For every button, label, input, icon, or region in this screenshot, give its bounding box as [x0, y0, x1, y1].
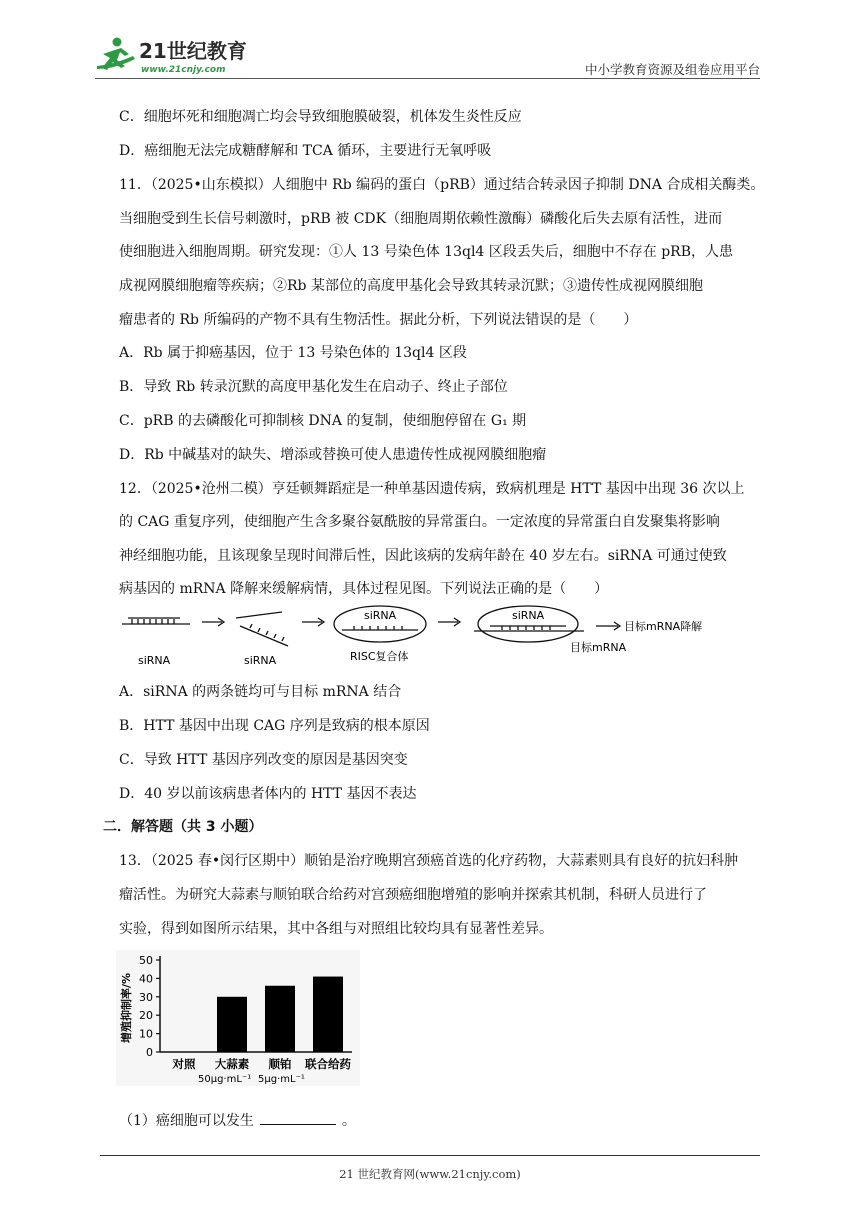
- chart-category-label: 大蒜素: [214, 1057, 250, 1071]
- q11-option-a: A．Rb 属于抑癌基因，位于 13 号染色体的 13ql4 区段: [119, 345, 467, 361]
- page-header: [95, 30, 760, 82]
- diagram-label-sirna-2: siRNA: [244, 654, 277, 667]
- diagram-label-degrade: 目标mRNA降解: [624, 620, 703, 633]
- sirna-process-diagram: [118, 604, 738, 670]
- diagram-label-sirna-3: siRNA: [364, 609, 397, 622]
- chart-y-tick-label: 30: [139, 990, 153, 1004]
- q11-option-c: C．pRB 的去磷酸化可抑制核 DNA 的复制，使细胞停留在 G₁ 期: [119, 413, 527, 429]
- q12-option-c: C．导致 HTT 基因序列改变的原因是基因突变: [119, 752, 408, 768]
- chart-category-label: 联合给药: [305, 1057, 351, 1071]
- q12-option-d: D．40 岁以前该病患者体内的 HTT 基因不表达: [119, 786, 417, 802]
- diagram-label-target: 目标mRNA: [570, 641, 627, 654]
- q13-stem-1: 13．（2025 春•闵行区期中）顺铂是治疗晚期宫颈癌首选的化疗药物，大蒜素则具有良好的抗妇科肿: [119, 853, 739, 869]
- chart-y-tick-label: 20: [139, 1009, 153, 1023]
- chart-bar: [265, 986, 295, 1052]
- q13-stem-2: 瘤活性。为研究大蒜素与顺铂联合给药对宫颈癌细胞增殖的影响并探索其机制，科研人员进行了: [119, 887, 707, 903]
- diagram-label-sirna-4: siRNA: [512, 609, 545, 622]
- q12-stem-1: 12．（2025•沧州二模）亨廷顿舞蹈症是一种单基因遗传病，致病机理是 HTT 基因中出现 36 次以上: [119, 481, 745, 497]
- logo-text: 21世纪教育: [139, 39, 247, 63]
- q11-stem-2: 当细胞受到生长信号刺激时，pRB 被 CDK（细胞周期依赖性激酶）磷酸化后失去原有活性，进而: [119, 211, 723, 227]
- q13-sub1-end: 。: [341, 1113, 356, 1129]
- q11-stem-5: 瘤患者的 Rb 所编码的产物不具有生物活性。据此分析，下列说法错误的是（ ）: [119, 312, 638, 328]
- q11-option-b: B．导致 Rb 转录沉默的高度甲基化发生在启动子、终止子部位: [119, 379, 508, 395]
- section-heading: 二．解答题（共 3 小题）: [103, 819, 263, 835]
- q13-stem-3: 实验，得到如图所示结果，其中各组与对照组比较均具有显著性差异。: [119, 921, 553, 937]
- q11-option-d: D．Rb 中碱基对的缺失、增添或替换可使人患遗传性成视网膜细胞瘤: [119, 447, 547, 463]
- chart-y-tick-label: 10: [139, 1027, 153, 1041]
- q11-stem-4: 成视网膜细胞瘤等疾病；②Rb 某部位的高度甲基化会导致其转录沉默；③遗传性成视网膜细胞: [119, 278, 703, 294]
- q11-stem-3: 使细胞进入细胞周期。研究发现：①人 13 号染色体 13ql4 区段丢失后，细胞中不存在 pRB，人患: [119, 244, 734, 260]
- q12-stem-2: 的 CAG 重复序列，使细胞产生含多聚谷氨酰胺的异常蛋白。一定浓度的异常蛋白自发聚集将影响: [119, 514, 720, 530]
- chart-y-axis-label: 增殖抑制率/%: [120, 972, 133, 1044]
- platform-name: 中小学教育资源及组卷应用平台: [584, 62, 760, 77]
- chart-y-tick-label: 50: [139, 954, 153, 967]
- q12-option-b: B．HTT 基因中出现 CAG 序列是致病的根本原因: [119, 718, 430, 734]
- option-c-prev: C．细胞坏死和细胞凋亡均会导致细胞膜破裂，机体发生炎性反应: [119, 109, 522, 125]
- chart-category-label: 对照: [172, 1057, 196, 1071]
- footer-text: 21 世纪教育网(www.21cnjy.com): [339, 1167, 521, 1181]
- q13-sub1-text: （1）癌细胞可以发生: [119, 1113, 254, 1129]
- chart-sublabel-garlicin: 50μg·mL⁻¹: [198, 1074, 252, 1085]
- q11-stem-1: 11．（2025•山东模拟）人细胞中 Rb 编码的蛋白（pRB）通过结合转录因子抑制 DNA 合成相关酶类。: [119, 177, 765, 193]
- diagram-label-sirna-1: siRNA: [138, 654, 171, 667]
- q13-subquestion-1: [119, 1110, 356, 1130]
- answer-blank[interactable]: [260, 1123, 336, 1125]
- logo-url: www.21cnjy.com: [141, 65, 226, 75]
- inhibition-bar-chart: [116, 950, 360, 1086]
- option-d-prev: D．癌细胞无法完成糖酵解和 TCA 循环，主要进行无氧呼吸: [119, 143, 492, 159]
- chart-bar: [313, 977, 343, 1052]
- diagram-label-risc: RISC复合体: [350, 650, 409, 663]
- q12-stem-4: 病基因的 mRNA 降解来缓解病情，具体过程见图。下列说法正确的是（ ）: [119, 581, 609, 597]
- chart-bar: [217, 997, 247, 1052]
- footer-divider: [100, 1155, 760, 1156]
- chart-category-label: 顺铂: [268, 1057, 292, 1071]
- chart-sublabel-cisplatin: 5μg·mL⁻¹: [258, 1074, 305, 1085]
- header-divider: [95, 78, 760, 79]
- q12-option-a: A．siRNA 的两条链均可与目标 mRNA 结合: [119, 684, 402, 700]
- chart-y-tick-label: 0: [146, 1046, 153, 1059]
- site-logo: [95, 34, 265, 78]
- q12-stem-3: 神经细胞功能，且该现象呈现时间滞后性，因此该病的发病年龄在 40 岁左右。siRNA 可通过使致: [119, 548, 727, 564]
- chart-y-tick-label: 40: [139, 972, 153, 986]
